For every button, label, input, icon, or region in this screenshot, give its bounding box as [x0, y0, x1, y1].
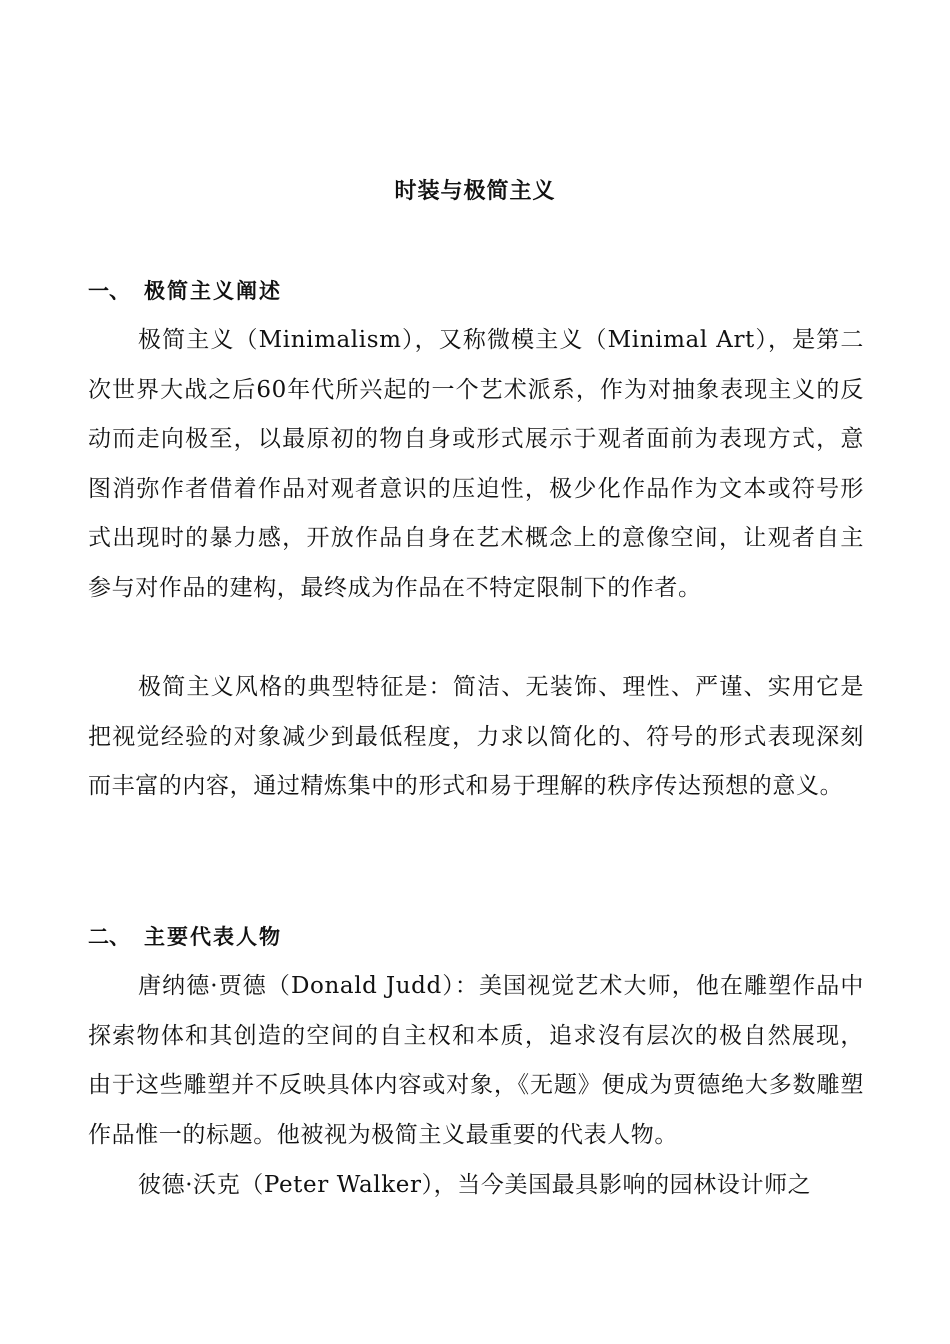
- paragraph: 唐纳德·贾德（Donald Judd）：美国视觉艺术大师，他在雕塑作品中探索物体和其创造的空间的自主权和本质，追求沒有层次的极自然展现，由于这些雕塑并不反映具体内容或对象，《无题》便成为贾德绝大多数雕塑作品惟一的标题。他被视为极简主义最重要的代表人物。: [88, 973, 864, 1148]
- section-heading-2: [88, 920, 282, 954]
- section-heading-1: [88, 274, 282, 308]
- paragraph: 极简主义风格的典型特征是：简洁、无装饰、理性、严谨、实用它是把视觉经验的对象减少到最低程度，力求以简化的、符号的形式表现深刻而丰富的内容，通过精炼集中的形式和易于理解的秩序传达预想的意义。: [88, 674, 864, 800]
- paragraph: 彼德·沃克（Peter Walker），当今美国最具影响的园林设计师之: [138, 1172, 812, 1198]
- section-heading-text: 主要代表人物: [144, 924, 282, 949]
- paragraph: 极简主义（Minimalism），又称微模主义（Minimal Art），是第二次世界大战之后60年代所兴起的一个艺术派系，作为对抽象表现主义的反动而走向极至，以最原初的物自身或形式展示于观者面前为表现方式，意图消弥作者借着作品对观者意识的压迫性，极少化作品作为文本或符号形式出现时的暴力感，开放作品自身在艺术概念上的意像空间，让观者自主参与对作品的建构，最终成为作品在不特定限制下的作者。: [88, 327, 864, 601]
- section-number: 一、: [88, 278, 130, 303]
- section-number: 二、: [88, 924, 130, 949]
- document-title: 时装与极简主义: [394, 178, 556, 204]
- section-heading-text: 极简主义阐述: [144, 278, 282, 303]
